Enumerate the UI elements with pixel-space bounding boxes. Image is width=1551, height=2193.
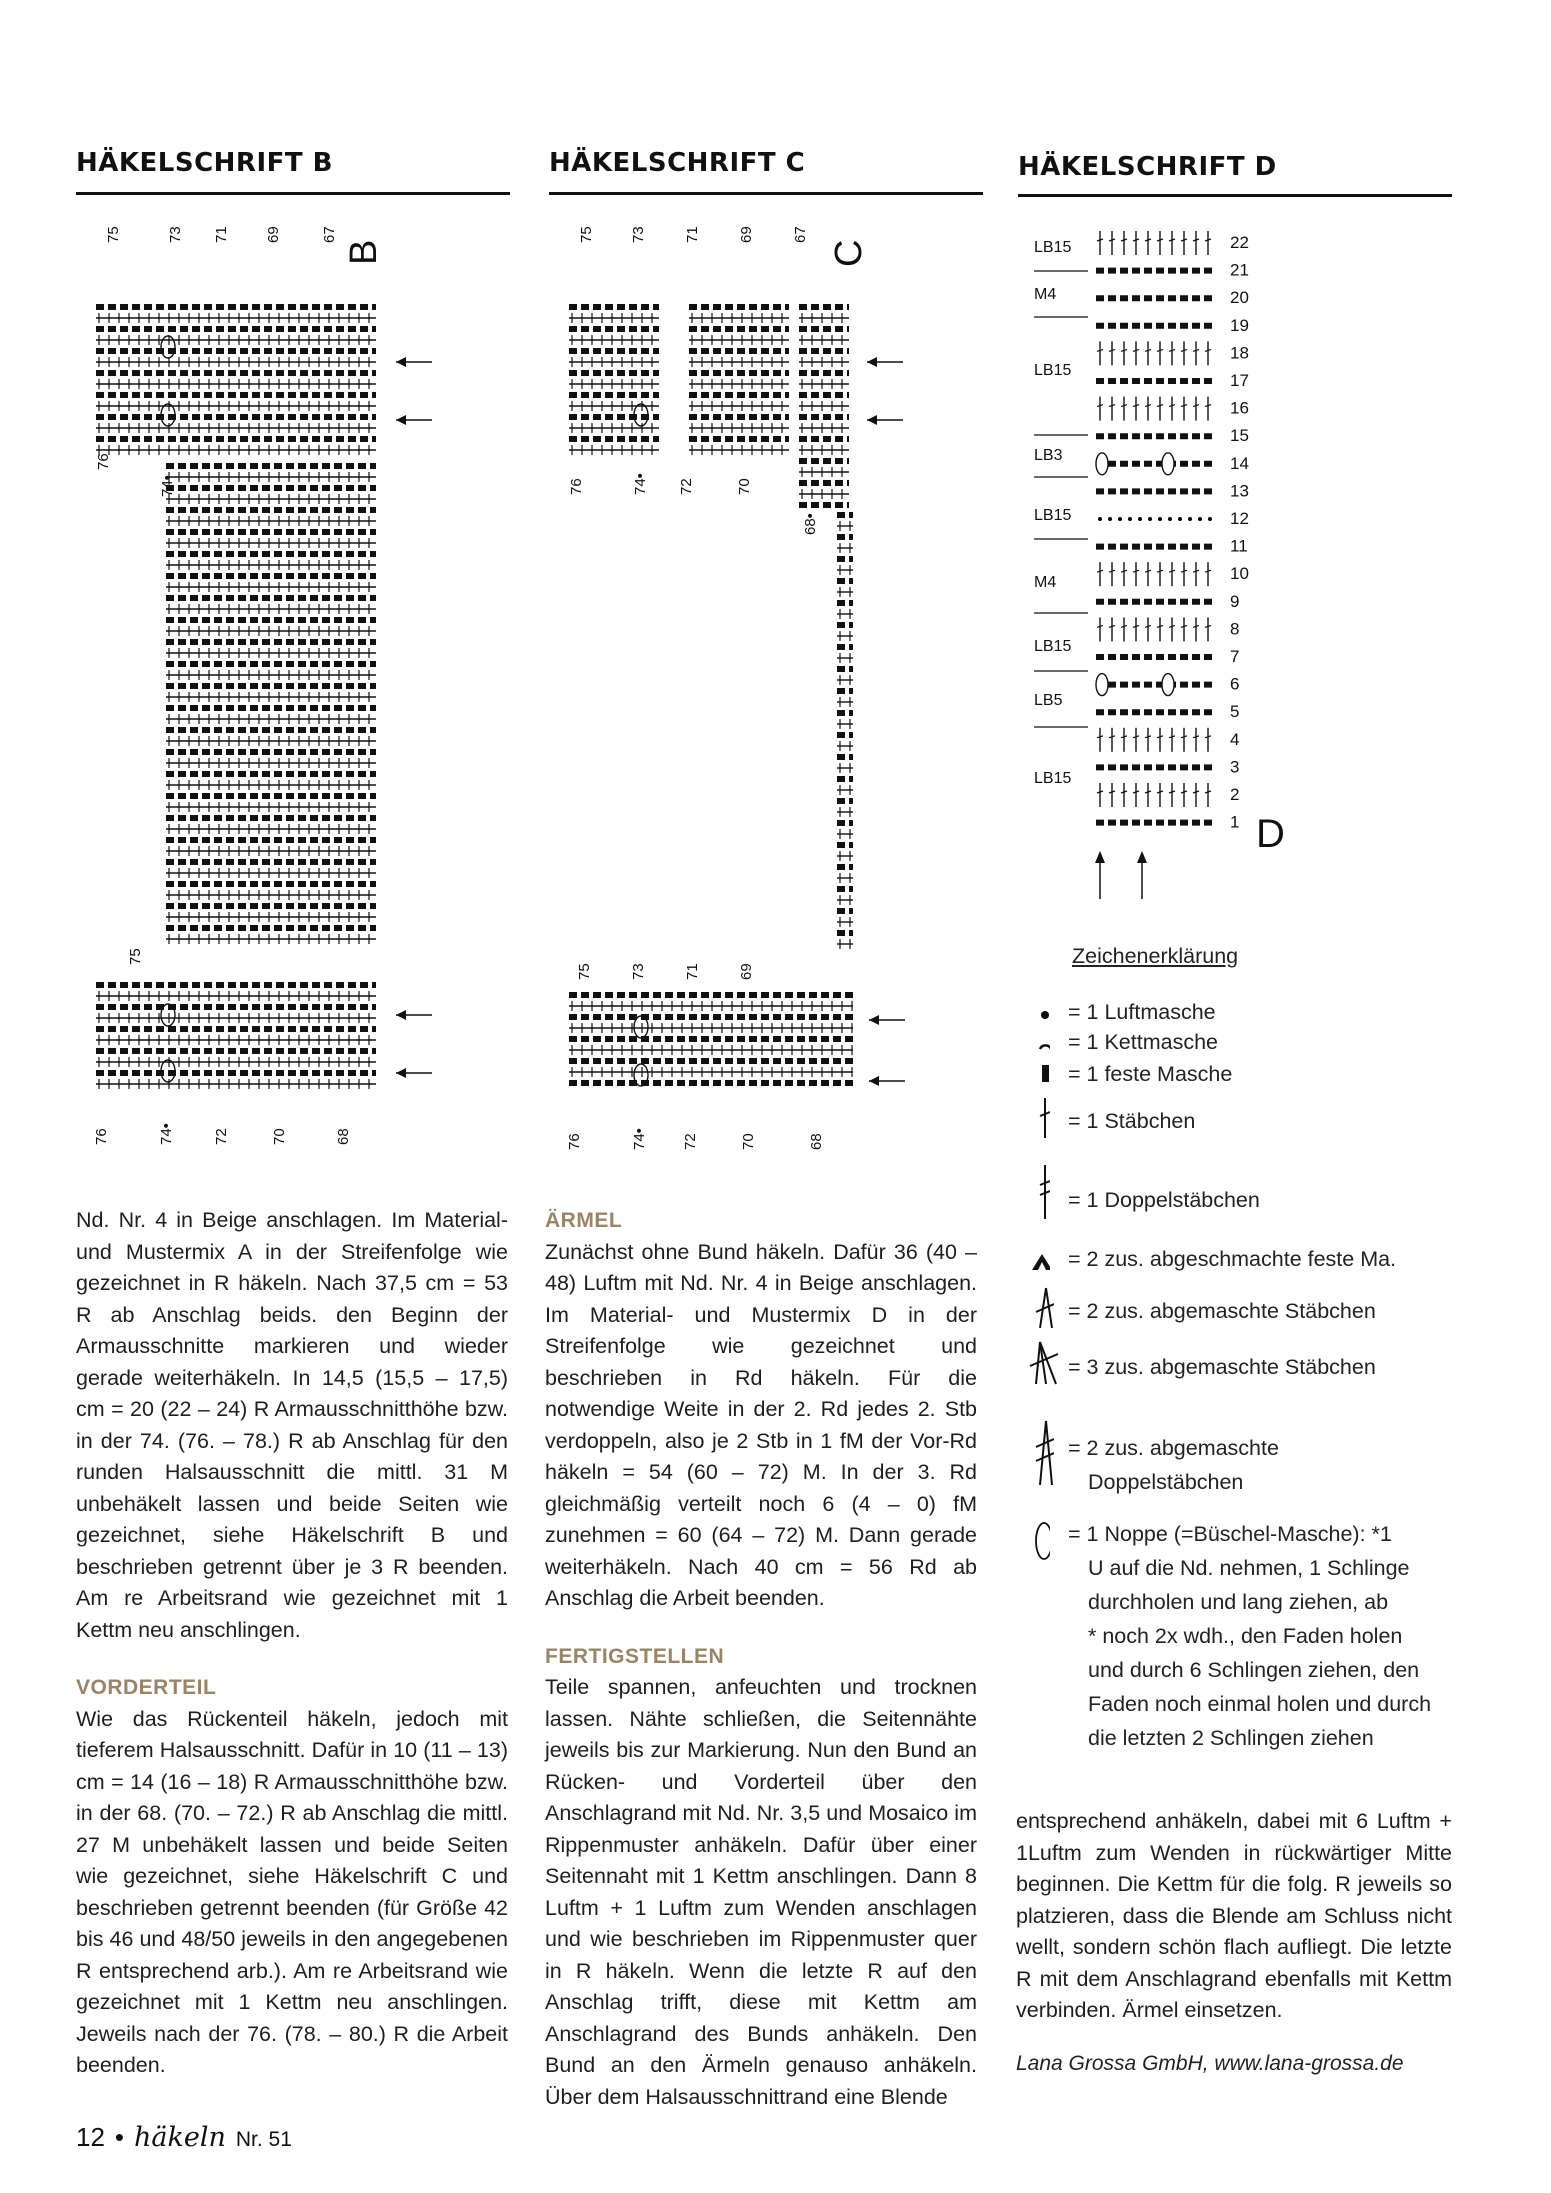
row-label: 73 [630, 226, 647, 243]
page-number: 12 [76, 2122, 105, 2152]
row-arrow-head [396, 1010, 406, 1020]
row-arrow-head [396, 415, 406, 425]
bobble-icon [1010, 1517, 1050, 1565]
chain-dot [1158, 517, 1162, 521]
row-number: 11 [1230, 536, 1248, 556]
row-label: 76 [93, 1128, 110, 1145]
bobble [1096, 674, 1108, 696]
issue-number: Nr. 51 [235, 2128, 292, 2151]
row-number: 5 [1230, 702, 1240, 722]
row-number: 15 [1230, 426, 1249, 446]
crochet-chart-d [1030, 215, 1330, 905]
row-label: 74• [158, 1123, 175, 1145]
heading-d-rule [1018, 194, 1452, 197]
row-label: 71 [684, 226, 701, 243]
row-label: 76 [566, 1133, 583, 1150]
rueckenteil-text: Nd. Nr. 4 in Beige anschlagen. Im Material- und Mustermix A in der Streifenfolge wie gezeichnet in R häkeln. Nach 37,5 cm = 53 R ab Anschlag beids. den Beginn der Armausschnitte markieren und wieder gerade weiterhäkeln. In 14,5 (15,5 – 17,5) cm = 20 (22 – 24) R Armausschnitthöhe bzw. in der 74. (76. – 78.) R ab Anschlag für den runden Halsausschnitt die mittl. 31 M unbehäkelt lassen und beide Seiten wie gezeichnet, siehe Häkelschrift B und beschrieben getrennt über je 3 R beenden. Am re Arbeitsrand wie gezeichnet mit 1 Kettm neu anschlingen. [76, 1208, 508, 1642]
chain-dot [1118, 517, 1122, 521]
heading-c: HÄKELSCHRIFT C [549, 148, 806, 178]
heading-b: HÄKELSCHRIFT B [76, 148, 333, 178]
stripe-label: LB5 [1034, 692, 1063, 709]
row-number: 9 [1230, 591, 1240, 611]
chain-dot [1138, 517, 1142, 521]
row-arrow-head [869, 1076, 879, 1086]
row-label: 71 [213, 226, 230, 243]
row-number: 6 [1230, 674, 1240, 694]
bobble [161, 336, 175, 358]
row-arrow-head [869, 1015, 879, 1025]
chart-letter-d: D [1256, 812, 1285, 856]
row-label: 68 [335, 1128, 352, 1145]
row-number: 7 [1230, 647, 1240, 666]
double-crochet-icon [1010, 1096, 1050, 1144]
row-number: 12 [1230, 509, 1249, 528]
heading-b-rule [76, 192, 510, 195]
bobble [1162, 453, 1174, 475]
chart-letter-c: C [828, 239, 870, 267]
stripe-label: LB15 [1034, 770, 1072, 787]
start-arrow-head [1137, 851, 1147, 863]
row-label: 75 [576, 963, 593, 980]
row-arrow-head [396, 357, 406, 367]
magazine-brand: häkeln [134, 2122, 226, 2153]
crochet-chart-c [549, 215, 929, 1150]
row-label: 70 [271, 1128, 288, 1145]
section-vorderteil: VORDERTEIL [76, 1676, 217, 1699]
fertigstellen-continued-text: entsprechend anhäkeln, dabei mit 6 Luftm + 1Luftm zum Wenden in rückwärtiger Mitte beginnen. Die Kettm für die folg. R jeweils so platzieren, dass die Blende am Schluss nicht wellt, sondern schön flach aufliegt. Die letzte R mit dem Anschlagrand ebenfalls mit Kettm verbinden. Ärmel einsetzen. [1016, 1809, 1452, 2022]
start-arrow-head [1095, 851, 1105, 863]
fertigstellen-text: Teile spannen, anfeuchten und trocknen lassen. Nähte schließen, die Seitennähte jeweils bis zur Markierung. Nun den Bund an Rücken- und Vorderteil über den Anschlagrand mit Nd. Nr. 3,5 und Mosaico im Rippenmuster anhäkeln. Dafür über einer Seitennaht mit 1 Kettm anschlingen. Dann 8 Luftm + 1 Luftm zum Wenden anschlagen und wie beschrieben im Rippenmuster quer in R häkeln. Wenn die letzte R auf den Anschlag trifft, diese mit Kettm am Anschlagrand des Bunds anhäkeln. Den Bund an den Ärmeln genauso anhäkeln. Über dem Halsausschnittrand eine Blende [545, 1675, 977, 2109]
page-footer [76, 2122, 292, 2153]
row-label: 75 [105, 226, 122, 243]
row-arrow-head [396, 1068, 406, 1078]
chart-letter-b: B [343, 239, 385, 265]
footer-bullet: • [114, 2122, 125, 2152]
row-number: 10 [1230, 564, 1249, 584]
aermel-text: Zunächst ohne Bund häkeln. Dafür 36 (40 – 48) Luftm mit Nd. Nr. 4 in Beige anschlagen. Im Material- und Mustermix D in der Streifenfolge wie gezeichnet und beschrieben in Rd häkeln. Für die notwendige Weite in der 2. Rd jedes 2. Stb verdoppeln, also je 2 Stb in 1 fM der Vor-Rd häkeln = 54 (60 – 72) M. In der 3. Rd gleichmäßig verteilt noch 6 (4 – 0) fM zunehmen = 60 (64 – 72) M. Dann gerade weiterhäkeln. Nach 40 cm = 56 Rd ab Anschlag die Arbeit beenden. [545, 1239, 977, 1610]
slip-stitch-icon [1010, 1025, 1050, 1059]
row-label: 69 [738, 226, 755, 243]
tr2tog-icon [1010, 1417, 1054, 1489]
heading-d: HÄKELSCHRIFT D [1018, 152, 1277, 182]
chain-dot [1128, 517, 1132, 521]
row-label: 69 [738, 963, 755, 980]
chain-dot [1108, 517, 1112, 521]
row-arrow-head [867, 415, 877, 425]
chain-dot [1198, 517, 1202, 521]
row-number: 18 [1230, 343, 1249, 363]
stripe-label: LB15 [1034, 638, 1072, 655]
stripe-label: M4 [1034, 286, 1057, 303]
treble-crochet-icon [1010, 1163, 1050, 1223]
row-label: 70 [740, 1133, 757, 1150]
row-number: 3 [1230, 757, 1240, 777]
stripe-label: LB15 [1034, 239, 1072, 256]
text-column-1 [76, 1205, 508, 2082]
section-aermel: ÄRMEL [545, 1209, 623, 1232]
row-label: 72 [678, 478, 695, 495]
row-number: 17 [1230, 371, 1249, 390]
row-number: 1 [1230, 812, 1240, 832]
chain-dot [1188, 517, 1192, 521]
row-label: 76 [95, 453, 112, 470]
row-number: 2 [1230, 785, 1240, 804]
vorderteil-text: Wie das Rückenteil häkeln, jedoch mit tieferem Halsausschnitt. Dafür in 10 (11 – 13) cm = 14 (16 – 18) R Armausschnitthöhe bzw. in der 68. (70. – 72.) R ab Anschlag die mittl. 27 M unbehäkelt lassen und beide Seiten wie gezeichnet, siehe Häkelschrift C und beschrieben getrennt beenden (für Größe 42 bis 46 und 48/50 jeweils in den angegebenen R entsprechend arb.). Am re Arbeitsrand wie gezeichnet mit 1 Kettm neu anschlingen. Jeweils nach der 76. (78. – 80.) R die Arbeit beenden. [76, 1706, 508, 2077]
row-number: 13 [1230, 481, 1249, 501]
row-number: 21 [1230, 260, 1249, 280]
row-label: 74• [631, 1128, 648, 1150]
text-column-3 [1016, 1806, 1452, 2027]
dc3tog-icon [1010, 1338, 1060, 1390]
chain-dot [1148, 517, 1152, 521]
chain-dot [1178, 517, 1182, 521]
crochet-chart-b [76, 215, 456, 1150]
text-column-2 [545, 1205, 977, 2113]
bobble [1162, 674, 1174, 696]
row-number: 8 [1230, 619, 1240, 639]
row-label: 69 [265, 226, 282, 243]
dc2tog-icon [1010, 1284, 1054, 1332]
row-label: 68 [808, 1133, 825, 1150]
row-number: 14 [1230, 453, 1249, 473]
row-label: 72 [682, 1133, 699, 1150]
credit-line: Lana Grossa GmbH, www.lana-grossa.de [1016, 2052, 1404, 2075]
row-label: 73 [630, 963, 647, 980]
chain-dot [1208, 517, 1212, 521]
row-arrow-head [867, 357, 877, 367]
stripe-label: LB15 [1034, 507, 1072, 524]
chain-stitch-icon [1010, 995, 1050, 1029]
row-label: 75 [578, 226, 595, 243]
bobble [1096, 453, 1108, 475]
single-crochet-icon [1010, 1057, 1050, 1091]
row-label: 68• [802, 513, 819, 535]
row-label: 75 [127, 948, 144, 965]
sc2tog-icon [1010, 1242, 1050, 1276]
heading-c-rule [549, 192, 983, 195]
row-label: 76 [568, 478, 585, 495]
chain-dot [1168, 517, 1172, 521]
row-label: 73 [167, 226, 184, 243]
row-label: 72 [213, 1128, 230, 1145]
row-number: 4 [1230, 729, 1240, 749]
stripe-label: LB15 [1034, 362, 1072, 379]
row-label: 74• [159, 475, 176, 497]
stripe-label: M4 [1034, 574, 1057, 591]
legend-title: Zeichenerklärung [1072, 944, 1239, 968]
section-fertigstellen: FERTIGSTELLEN [545, 1644, 725, 1668]
row-label: 67 [792, 226, 809, 243]
row-number: 22 [1230, 233, 1249, 252]
row-label: 74• [632, 473, 649, 495]
stripe-label: LB3 [1034, 447, 1063, 464]
chain-dot [1098, 517, 1102, 521]
row-label: 70 [736, 478, 753, 495]
row-number: 20 [1230, 288, 1249, 308]
row-label: 71 [684, 963, 701, 980]
row-number: 16 [1230, 398, 1249, 418]
row-label: 67 [321, 226, 338, 243]
row-number: 19 [1230, 315, 1249, 335]
